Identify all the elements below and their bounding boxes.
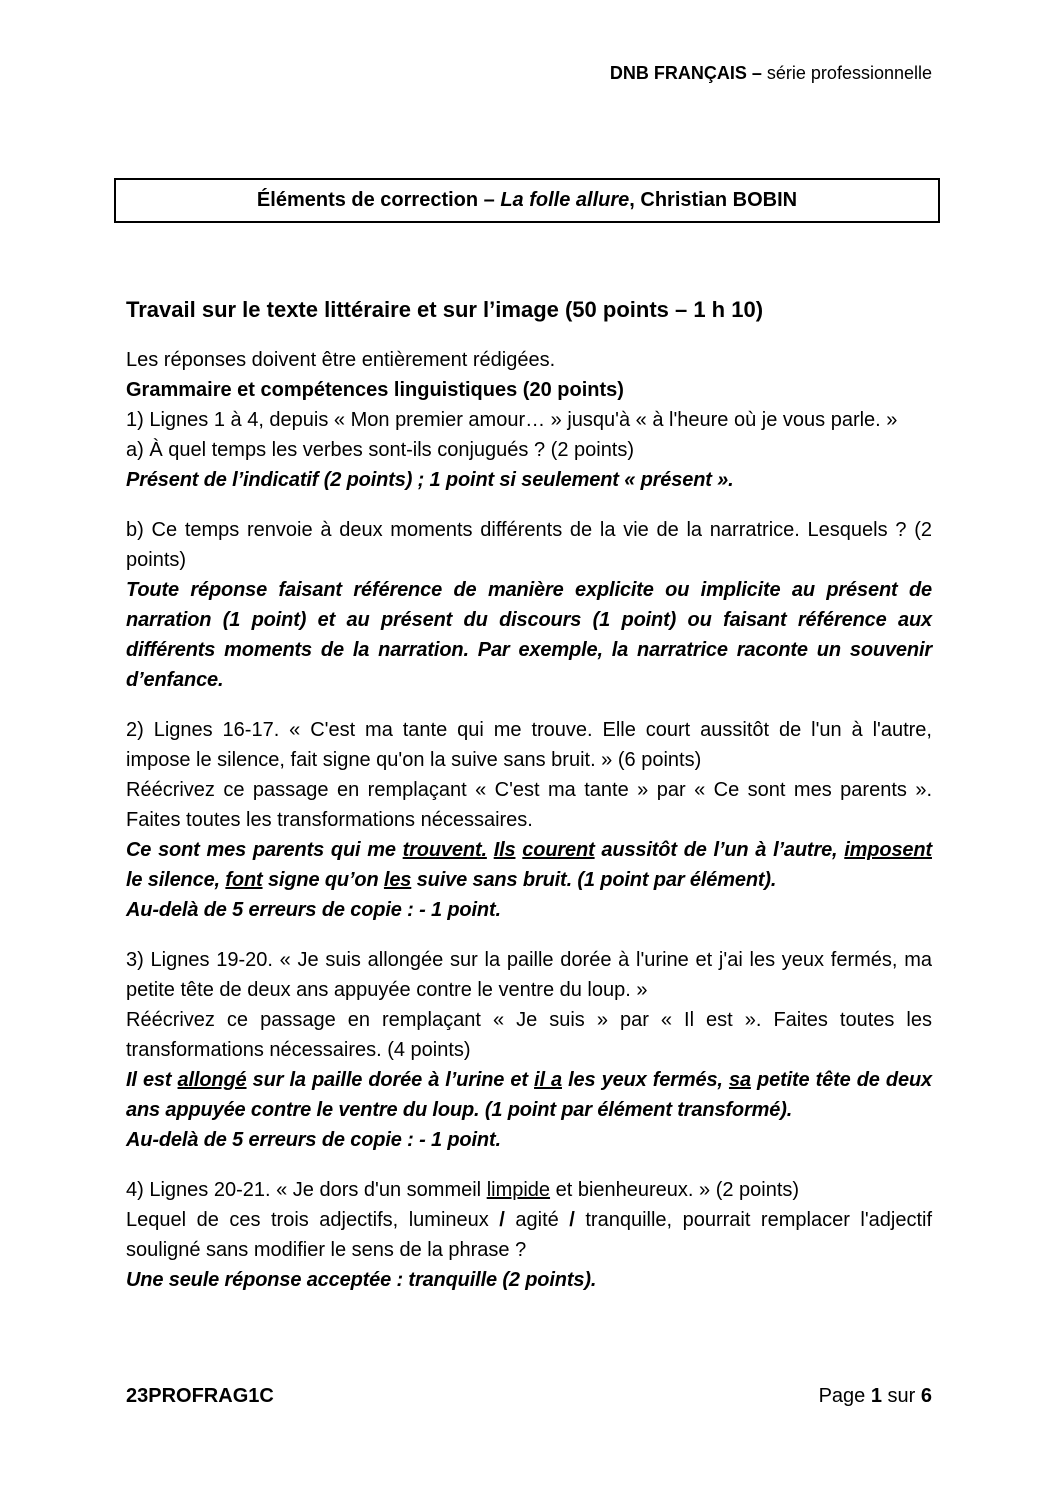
question-2 — [126, 715, 932, 925]
q3-penalty-note: Au-delà de 5 erreurs de copie : - 1 point. — [126, 1129, 501, 1151]
instruction-text: Les réponses doivent être entièrement rédigées. — [126, 349, 556, 371]
q3-answer: Il est allongé sur la paille dorée à l’urine et il a les yeux fermés, sa petite tête de deux ans appuyée contre le ventre du loup. (1 point par élément transformé). — [126, 1069, 932, 1121]
question-1 — [126, 405, 932, 495]
q2-consigne: Réécrivez ce passage en remplaçant « C'est ma tante » par « Ce sont mes parents ». Faites toutes les transformations nécessaires. — [126, 779, 932, 831]
q2-answer: Ce sont mes parents qui me trouvent. Ils courent aussitôt de l’un à l’autre, imposent le silence, font signe qu’on les suive sans bruit. (1 point par élément). — [126, 839, 932, 891]
page-header-text: DNB FRANÇAIS – série professionnelle — [609, 63, 932, 83]
q1a-question: a) À quel temps les verbes sont-ils conjugués ? (2 points) — [126, 439, 635, 461]
q2-penalty-note: Au-delà de 5 erreurs de copie : - 1 point. — [126, 899, 501, 921]
subsection-title: Grammaire et compétences linguistiques (20 points) — [126, 379, 624, 401]
q4-consigne: Lequel de ces trois adjectifs, lumineux / agité / tranquille, pourrait remplacer l'adjectif souligné sans modifier le sens de la phrase ? — [126, 1209, 933, 1261]
footer-document-code: 23PROFRAG1C — [126, 1385, 274, 1407]
page-header — [126, 60, 932, 86]
q1b-question: b) Ce temps renvoie à deux moments différents de la vie de la narratrice. Lesquels ? (2 points) — [126, 519, 932, 571]
q1-intro: 1) Lignes 1 à 4, depuis « Mon premier amour… » jusqu'à « à l'heure où je vous parle. » — [126, 409, 898, 431]
q3-consigne: Réécrivez ce passage en remplaçant « Je suis » par « Il est ». Faites toutes les transformations nécessaires. (4 points) — [126, 1009, 932, 1061]
question-4 — [126, 1175, 932, 1295]
page-footer — [126, 1383, 932, 1409]
document-content — [126, 293, 932, 1315]
q4-citation: 4) Lignes 20-21. « Je dors d'un sommeil limpide et bienheureux. » (2 points) — [126, 1179, 800, 1201]
q4-answer: Une seule réponse acceptée : tranquille (2 points). — [126, 1269, 597, 1291]
q2-citation: 2) Lignes 16-17. « C'est ma tante qui me trouve. Elle court aussitôt de l'un à l'autre, impose le silence, fait signe qu'on la suive sans bruit. » (6 points) — [126, 719, 932, 771]
main-title: Travail sur le texte littéraire et sur l’image (50 points – 1 h 10) — [126, 297, 764, 322]
title-box — [114, 178, 940, 223]
q1b-answer: Toute réponse faisant référence de manière explicite ou implicite au présent de narration (1 point) et au présent du discours (1 point) ou faisant référence aux différents moments de la narration. Par exemple, la narratrice raconte un souvenir d’enfance. — [126, 579, 932, 691]
footer-page-number: Page 1 sur 6 — [818, 1385, 932, 1407]
q3-citation: 3) Lignes 19-20. « Je suis allongée sur la paille dorée à l'urine et j'ai les yeux fermés, ma petite tête de deux ans appuyée contre le ventre du loup. » — [126, 949, 932, 1001]
question-3 — [126, 945, 932, 1155]
q1a-answer: Présent de l’indicatif (2 points) ; 1 point si seulement « présent ». — [126, 469, 734, 491]
question-1b — [126, 515, 932, 695]
title-box-text: Éléments de correction – La folle allure, Christian BOBIN — [256, 189, 798, 211]
